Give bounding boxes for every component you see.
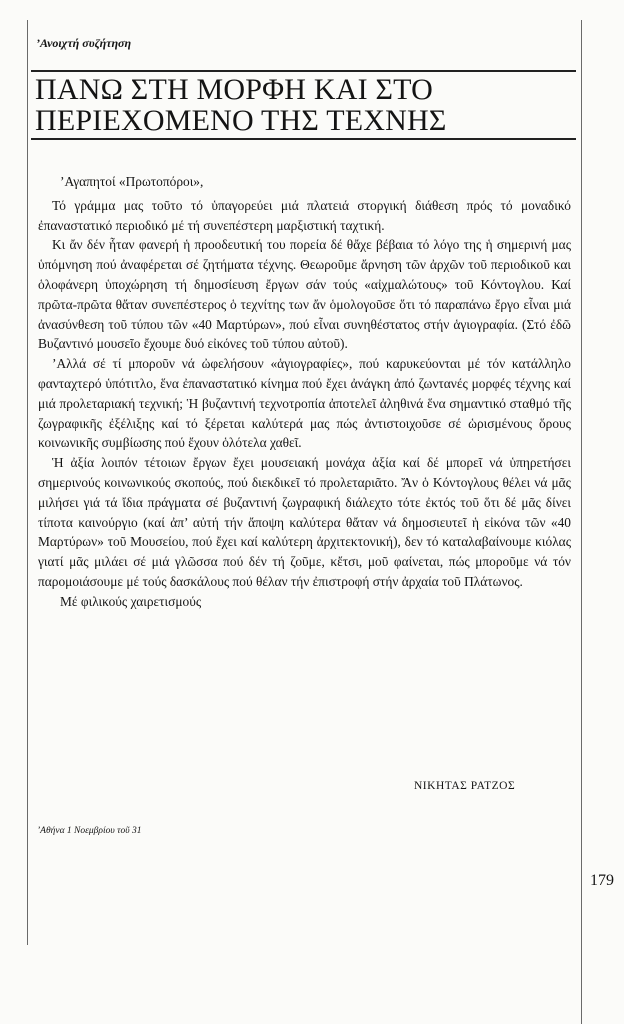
- letter-closing: Μέ φιλικούς χαιρετισμούς: [60, 593, 202, 609]
- letter-body: [38, 172, 571, 612]
- title-top-rule: [31, 70, 576, 72]
- letter-greeting: ’Αγαπητοί «Πρωτοπόροι»,: [60, 174, 204, 189]
- letter-paragraph: Ἡ ἀξία λοιπόν τέτοιων ἔργων ἔχει μουσειακή μονάχα ἀξία καί δέ μπορεῖ νά ὑπηρετήσει σημερινούς κοινωνικούς σκοπούς, πού διεκδικεῖ τό προλεταριᾶτο. Ἄν ὁ Κόντογλους θέλει νά μᾶς μιλήσει γιά τά ἴδια πράγματα σέ βυζαντινή ζωγραφική διάλεχτο τότε ἐκτός τοῦ ὅτι δέ μᾶς δίνει τίποτα καινούργιο (καί ἀπ’ αὐτή τήν ἄποψη καλύτερα θἄταν νά δημοσιευτεῖ ἡ εἰκόνα τῶν «40 Μαρτύρων» τοῦ Μουσείου, πού ἔχει καί καλύτερη ἀρχιτεκτονική), δεν τό καταλαβαίνουμε κιόλας γιατί μᾶς μιλάει σέ μιά γλῶσσα πού δέν τή ζοῦμε, κἔτσι, μοῦ φαίνεται, πώς μποροῦμε νά τόν παρομοιάσουμε μέ τούς δασκάλους πού θέλαν τήν ἐπιστροφή στήν ἀρχαία τοῦ Πλάτωνος.: [38, 455, 571, 589]
- letter-paragraph: Κι ἄν δέν ἦταν φανερή ἡ προοδευτική του πορεία δέ θἄχε βέβαια τό λόγο της ἡ σημερινή μας ὑπόμνηση πού ἀναφέρεται σέ ζητήματα τέχνης. Θεωροῦμε ἄρνηση τῶν ἀρχῶν τοῦ περιοδικοῦ και ὁλοφάνερη ὑποχώρηση τή δημοσίευση ἔργων σάν τούς «αἰχμαλώτους» τοῦ Κόντογλου. Καί πρῶτα-πρῶτα θἄταν συνεπέστερος ὁ τεχνίτης των ἄν ὁμολογοῦσε ὅτι τό παραπάνω ἔργο εἶναι μιά ἀνασύνθεση τοῦ τύπου τῶν «40 Μαρτύρων», πού εἶναι συνηθέστατος στήν ἁγιογραφία. (Στό ἐδῶ Βυζαντινό μουσεῖο ἔχουμε δυό εἰκόνες τοῦ τύπου αὐτοῦ).: [38, 237, 571, 352]
- place-and-date: ’Αθήνα 1 Νοεμβρίου τοῦ 31: [37, 826, 142, 836]
- letter-paragraph: ’Αλλά σέ τί μποροῦν νά ὠφελήσουν «ἁγιογραφίες», πού καρυκεύονται μέ τόν κατάλληλο φανταχτερό ὑπότιτλο, ἕνα ἐπαναστατικό κίνημα πού ἔχει ἀνάγκη ἀπό ζωντανές μορφές τέχνης καί μιά προλεταριακή τεχνική; Ἡ βυζαντινή τεχνοτροπία ἀποτελεῖ ἀληθινά ἕνα σημαντικό σταθμό τῆς ζωγραφικῆς ἐξέλιξης καί τό ξέρεται καλύτερά μας πώς ἀντιστοιχοῦσε σέ ὡρισμένους ὅρους κοινωνικῆς συμβίωσης πού ἔχουν ὁλότελα χαθεῖ.: [38, 356, 571, 451]
- author-signature: ΝΙΚΗΤΑΣ ΡΑΤΖΟΣ: [414, 780, 516, 792]
- page-number: 179: [590, 872, 614, 889]
- left-margin-rule: [27, 20, 28, 945]
- article-title-line-2: ΠΕΡΙΕΧΟΜΕΝΟ ΤΗΣ ΤΕΧΝΗΣ: [35, 104, 447, 137]
- letter-paragraph: Τό γράμμα μας τοῦτο τό ὑπαγορεύει μιά πλατειά στοργική διάθεση πρός τό μοναδικό ἐπαναστατικό περιοδικό μέ τή συνεπέστερη μαρξιστική ταχτική.: [38, 197, 571, 233]
- section-label: ’Ανοιχτή συζήτηση: [36, 36, 132, 50]
- right-margin-rule: [581, 20, 582, 1024]
- article-title-line-1: ΠΑΝΩ ΣΤΗ ΜΟΡΦΗ ΚΑΙ ΣΤΟ: [35, 73, 433, 106]
- title-bottom-rule: [31, 138, 576, 140]
- article-title: [35, 74, 575, 136]
